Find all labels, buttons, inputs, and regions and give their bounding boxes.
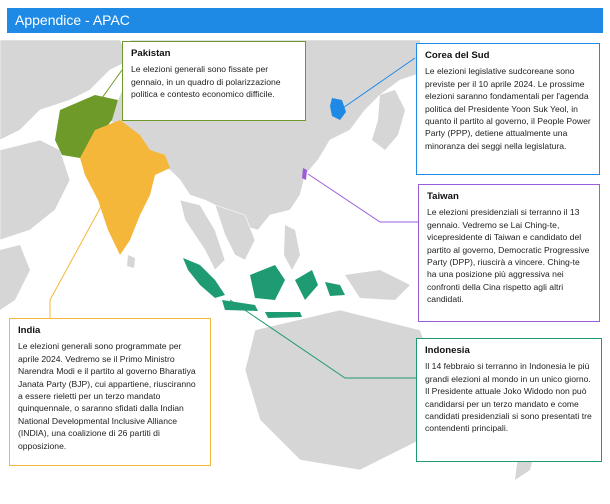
indonesia-shape bbox=[183, 258, 345, 318]
australia bbox=[245, 310, 440, 470]
callout-taiwan bbox=[418, 184, 600, 322]
callout-india-title: India bbox=[18, 325, 41, 336]
page-header bbox=[7, 8, 603, 33]
india-connector bbox=[50, 190, 110, 318]
callout-indonesia bbox=[416, 338, 602, 462]
callout-india-body: Le elezioni generali sono programmate per aprile 2024. Vedremo se il Primo Ministro Narendra Modi e il partito al governo Bharatiya Janata Party (BJP), cui appartiene, riusciranno a essere rieletti per un terzo mandato quinquennale, o saranno sfidati dalla Indian National Developmental Inclusive Alliance (INDIA), una coalizione di 26 partiti di opposizione. bbox=[18, 341, 196, 451]
callout-korea bbox=[416, 43, 600, 175]
callout-taiwan-title: Taiwan bbox=[427, 191, 459, 202]
callout-pakistan-body: Le elezioni generali sono fissate per gennaio, in un quadro di polarizzazione politica e contesto economico difficile. bbox=[131, 64, 281, 100]
callout-indonesia-title: Indonesia bbox=[425, 345, 470, 356]
philippines bbox=[284, 225, 300, 270]
africa-horn bbox=[0, 245, 30, 310]
japan bbox=[372, 90, 405, 150]
callout-korea-body: Le elezioni legislative sudcoreane sono previste per il 10 aprile 2024. Le prossime elezioni saranno fondamentali per l'agenda politica del Presidente Yoon Suk Yeol, in quanto il partito al governo, il People Power Party (PPP), detiene attualmente una minoranza dei seggi nella legislatura. bbox=[425, 66, 591, 151]
callout-indonesia-body: Il 14 febbraio si terranno in Indonesia le più grandi elezioni al mondo in un unico giorno. Il Presidente attuale Joko Widodo non può candidarsi per un terzo mandato e come candidati presidenziali si sono presentati tre contendenti principali. bbox=[425, 361, 592, 434]
page-title: Appendice - APAC bbox=[15, 12, 130, 28]
callout-pakistan-title: Pakistan bbox=[131, 48, 171, 59]
callout-india bbox=[9, 318, 211, 466]
sri-lanka bbox=[127, 255, 135, 268]
middle-east bbox=[0, 140, 70, 240]
callout-pakistan bbox=[122, 41, 306, 121]
callout-korea-title: Corea del Sud bbox=[425, 50, 490, 61]
taiwan-connector bbox=[308, 174, 418, 222]
callout-taiwan-body: Le elezioni presidenziali si terranno il 13 gennaio. Vedremo se Lai Ching-te, vicepresidente di Taiwan e candidato del partito al governo, Democratic Progressive Party (DPP), riuscirà a vincere. Ching-te ha una posizione più aggressiva nei confronti della Cina rispetto agli altri candidati. bbox=[427, 207, 590, 305]
new-guinea bbox=[345, 270, 410, 300]
